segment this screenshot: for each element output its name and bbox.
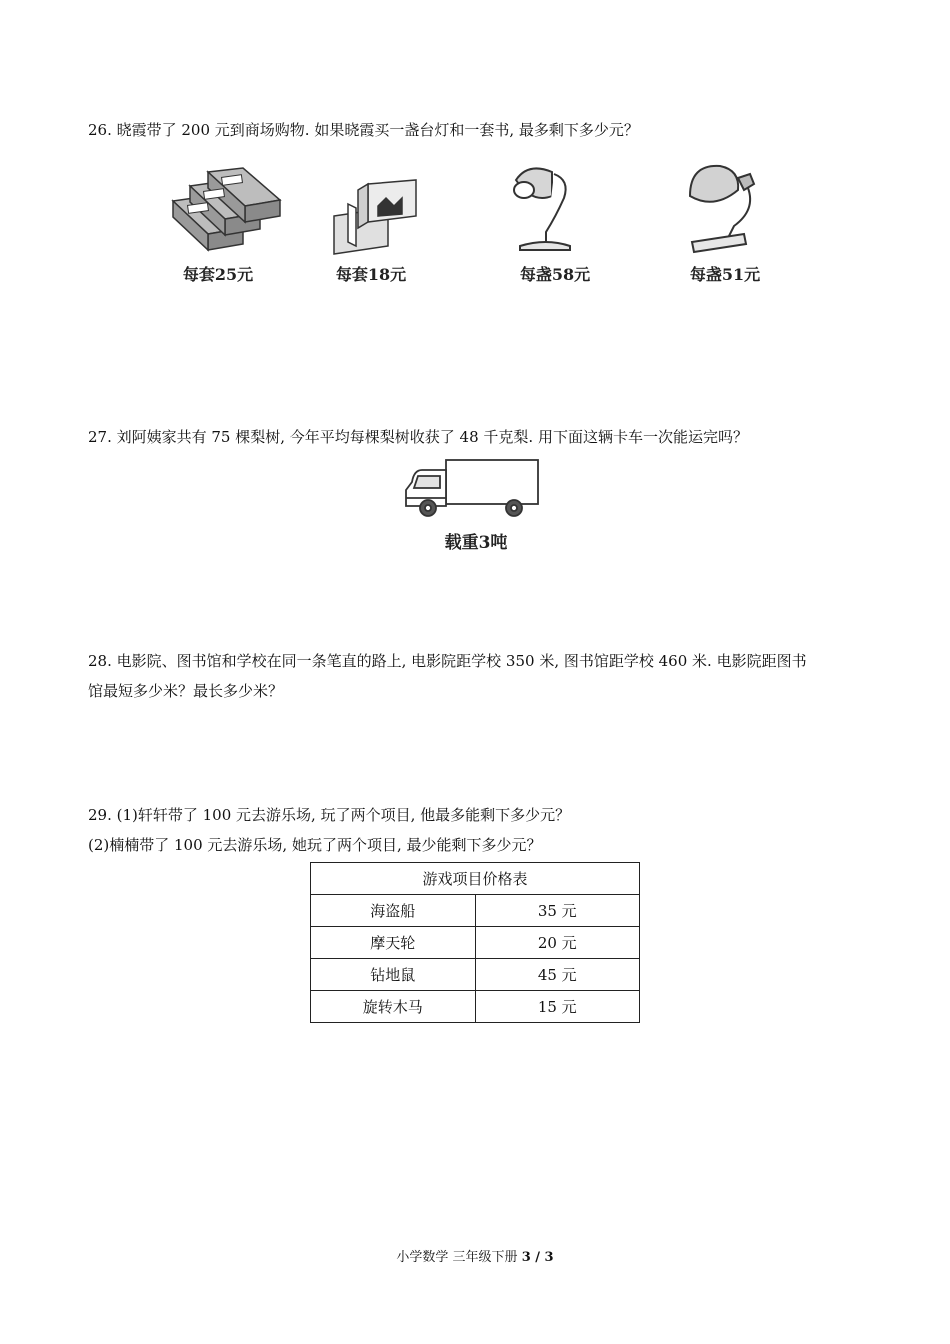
question-29-part-1: 29. (1)轩轩带了 100 元去游乐场, 玩了两个项目, 他最多能剩下多少元？ bbox=[88, 806, 571, 824]
table-row bbox=[311, 863, 640, 895]
question-26: 26. 晓霞带了 200 元到商场购物. 如果晓霞买一盏台灯和一套书, 最多剩下多少元？ bbox=[88, 121, 639, 139]
truck-capacity-caption: 载重3吨 bbox=[444, 533, 508, 553]
price-table bbox=[310, 862, 640, 1023]
footer-text: 小学数学 三年级下册 bbox=[396, 1250, 522, 1265]
desk-lamp-icon bbox=[508, 160, 578, 256]
truck-icon bbox=[402, 456, 542, 520]
book-set-icon bbox=[168, 166, 288, 258]
table-cell-price: 20 元 bbox=[475, 927, 640, 959]
table-cell-price: 45 元 bbox=[475, 959, 640, 991]
table-cell-price: 35 元 bbox=[475, 895, 640, 927]
book-set-icon bbox=[328, 176, 422, 258]
table-row bbox=[311, 991, 640, 1023]
table-cell-item: 摩天轮 bbox=[311, 927, 476, 959]
table-cell-item: 海盗船 bbox=[311, 895, 476, 927]
table-row bbox=[311, 927, 640, 959]
question-29-part-2: (2)楠楠带了 100 元去游乐场, 她玩了两个项目, 最少能剩下多少元？ bbox=[88, 836, 542, 854]
question-28-line-2: 馆最短多少米？最长多少米？ bbox=[88, 682, 284, 700]
table-cell-item: 钻地鼠 bbox=[311, 959, 476, 991]
table-cell-price: 15 元 bbox=[475, 991, 640, 1023]
table-row bbox=[311, 959, 640, 991]
page-number: 3 / 3 bbox=[521, 1250, 554, 1265]
clip-lamp-icon bbox=[684, 160, 764, 256]
price-caption: 每盏58元 bbox=[519, 265, 591, 284]
table-title: 游戏项目价格表 bbox=[311, 863, 640, 895]
table-row bbox=[311, 895, 640, 927]
price-caption: 每套18元 bbox=[335, 265, 407, 284]
question-27: 27. 刘阿姨家共有 75 棵梨树, 今年平均每棵梨树收获了 48 千克梨. 用下面这辆卡车一次能运完吗？ bbox=[88, 428, 748, 446]
question-28-line-1: 28. 电影院、图书馆和学校在同一条笔直的路上, 电影院距学校 350 米, 图书馆距学校 460 米. 电影院距图书 bbox=[88, 652, 807, 670]
price-caption: 每盏51元 bbox=[689, 265, 761, 284]
table-cell-item: 旋转木马 bbox=[311, 991, 476, 1023]
price-caption: 每套25元 bbox=[182, 265, 254, 284]
page-footer bbox=[0, 1246, 950, 1265]
